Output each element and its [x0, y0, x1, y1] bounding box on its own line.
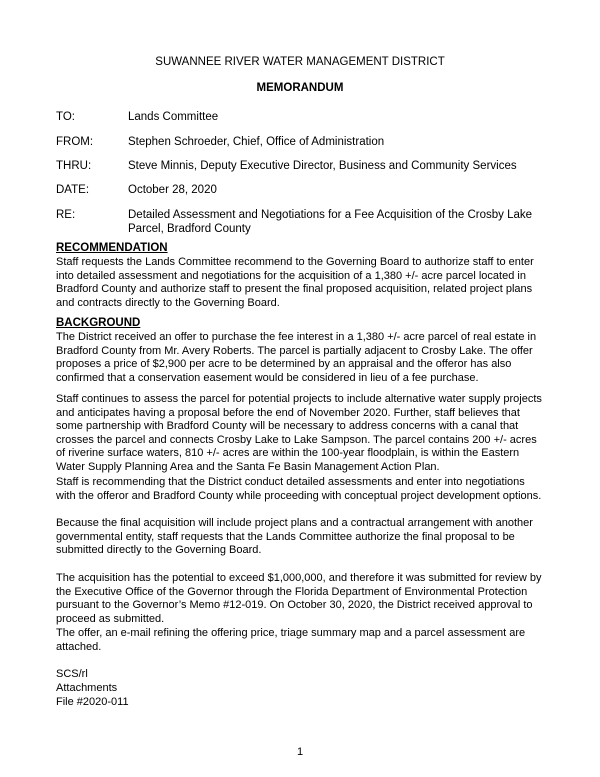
file-number: File #2020-011 — [56, 696, 129, 708]
to-label: TO: — [56, 111, 75, 123]
page-number: 1 — [296, 746, 304, 758]
thru-label: THRU: — [56, 160, 92, 172]
author-initials: SCS/rl — [56, 668, 88, 680]
from-label: FROM: — [56, 136, 94, 148]
background-paragraph: Because the final acquisition will include project plans and a contractual arrangement with another governmental entity, staff requests that the Lands Committee authorize the final proposal to be submitted directly to the Governing Board. — [56, 517, 533, 557]
background-paragraph: Staff is recommending that the District conduct detailed assessments and enter into negotiations with the offeror and Bradford County while proceeding with conceptual project development options. — [56, 476, 542, 502]
document-type: MEMORANDUM — [256, 82, 344, 94]
attachments-note: Attachments — [56, 682, 118, 694]
recommendation-heading: RECOMMENDATION — [56, 242, 168, 254]
to-value: Lands Committee — [128, 111, 219, 123]
date-label: DATE: — [56, 184, 90, 196]
background-paragraph: The offer, an e-mail refining the offering price, triage summary map and a parcel assessment are attached. — [56, 627, 526, 653]
re-value: Detailed Assessment and Negotiations for a Fee Acquisition of the Crosby Lake Parcel, Bradford County — [128, 209, 533, 235]
from-value: Stephen Schroeder, Chief, Office of Administration — [128, 136, 385, 148]
re-label: RE: — [56, 209, 76, 221]
date-value: October 28, 2020 — [128, 184, 217, 196]
background-paragraph: The acquisition has the potential to exceed $1,000,000, and therefore it was submitted for review by the Executive Office of the Governor through the Florida Department of Environmental Protection pursuant to the Governor’s Memo #12-019. On October 30, 2020, the District received approval to proceed as submitted. — [56, 572, 542, 625]
background-paragraph: Staff continues to assess the parcel for potential projects to include alternative water supply projects and anticipates having a proposal before the end of November 2020. Further, staff believes that some partnership with Bradford County will be necessary to address concerns with a canal that crosses the parcel and connects Crosby Lake to Lake Sampson. The parcel contains 200 +/- acres of riverine surface waters, 810 +/- acres are within the 100-year floodplain, is within the Eastern Water Supply Planning Area and the Santa Fe Basin Management Action Plan. — [56, 393, 542, 473]
organization-name: SUWANNEE RIVER WATER MANAGEMENT DISTRICT — [155, 56, 445, 68]
thru-value: Steve Minnis, Deputy Executive Director, Business and Community Services — [128, 160, 517, 172]
recommendation-text: Staff requests the Lands Committee recommend to the Governing Board to authorize staff to enter into detailed assessment and negotiations for the acquisition of a 1,380 +/- acre parcel located in Bradford County and authorize staff to present the final proposed acquisition, related project plans and contracts directly to the Governing Board. — [56, 256, 534, 309]
background-heading: BACKGROUND — [56, 317, 141, 329]
background-paragraph: The District received an offer to purchase the fee interest in a 1,380 +/- acre parcel of real estate in Bradford County from Mr. Avery Roberts. The parcel is partially adjacent to Crosby Lake. The offer proposes a price of $2,900 per acre to be determined by an appraisal and the offeror has also confirmed that a conservation easement would be considered in lieu of a fee purchase. — [56, 331, 537, 384]
